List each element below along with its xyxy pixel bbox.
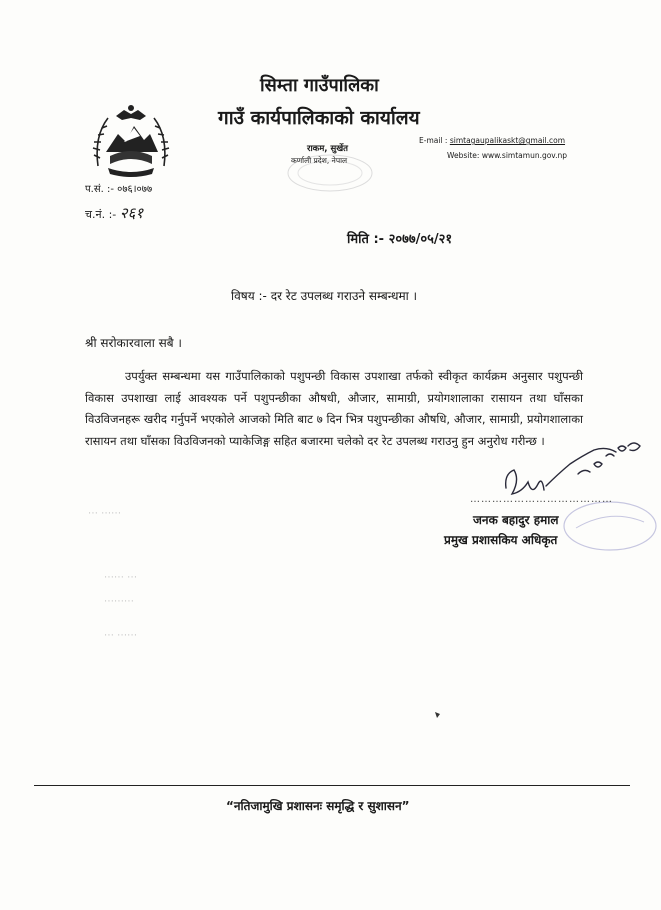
- email-line: [419, 136, 565, 145]
- date-value: २०७७/०५/२१: [388, 232, 453, 247]
- email-link[interactable]: simtagaupalikaskt@gmail.com: [449, 136, 566, 145]
- dispatch-label: च.नं. :-: [85, 208, 117, 221]
- dispatch-value: २६१: [119, 204, 144, 222]
- official-stamp-faint: [560, 496, 660, 556]
- signature-dotted-line: …………………………………: [470, 494, 613, 505]
- office-title: गाउँ कार्यपालिकाको कार्यालय: [218, 107, 420, 129]
- letter-subject: [231, 287, 417, 304]
- signer-name: जनक बहादुर हमाल: [473, 513, 559, 527]
- date-label: मिति :-: [347, 232, 385, 247]
- email-label: E-mail :: [419, 136, 448, 145]
- ref-label: प.सं. :-: [85, 184, 114, 195]
- website-line: [447, 151, 567, 160]
- show-through-mark: ⋯ ⋯⋯: [104, 630, 138, 641]
- show-through-mark: ⋯ ⋯⋯: [88, 508, 122, 519]
- show-through-mark: ⋯⋯ ⋯: [104, 572, 138, 583]
- website-label: Website:: [447, 151, 480, 160]
- address-line-2: कर्णाली प्रदेश, नेपाल: [291, 156, 348, 165]
- signer-title: प्रमुख प्रशासकिय अधिकृत: [444, 533, 558, 547]
- letter-date: [347, 229, 452, 247]
- ink-speck: [434, 710, 442, 720]
- show-through-mark: ⋯⋯⋯: [104, 596, 134, 607]
- office-name: सिम्ता गाउँपालिका: [260, 75, 379, 96]
- subject-text: दर रेट उपलब्ध गराउने सम्बन्धमा ।: [270, 289, 418, 303]
- reference-number: [85, 181, 152, 195]
- footer-motto: “नतिजामुखि प्रशासनः समृद्धि र सुशासन”: [226, 799, 410, 813]
- nepal-emblem-logo: [88, 96, 174, 182]
- address-line-1: राकम, सुर्खेत: [307, 144, 349, 154]
- website-link[interactable]: www.simtamun.gov.np: [481, 151, 568, 160]
- letter-body: उपर्युक्त सम्बन्धमा यस गाउँपालिकाको पशुपन्छी विकास उपशाखा तर्फको स्वीकृत कार्यक्रम अनुसार पशुपन्छी विकास उपशाखा लाई आवश्यक पर्ने पशुपन्छीका औषधी, औजार, सामाग्री, प्रयोगशालाका रासायन तथा घाँसका विउविजनहरू खरीद गर्नुपर्ने भएकोले आजको मिति बाट ७ दिन भित्र पशुपन्छीका औषधि, औजार, सामाग्री, प्रयोगशालाका रासायन तथा घाँसका विउविजनको प्याकेजिङ्ग सहित बजारमा चलेको दर रेट उपलब्ध गराउनु हुन अनुरोध गरीन्छ ।: [85, 369, 583, 448]
- footer-divider: [34, 785, 630, 786]
- salutation: श्री सरोकारवाला सबै ।: [85, 336, 182, 350]
- dispatch-number: [85, 203, 143, 223]
- subject-label: विषय :-: [231, 289, 267, 303]
- ref-value: ०७६।०७७: [117, 184, 153, 195]
